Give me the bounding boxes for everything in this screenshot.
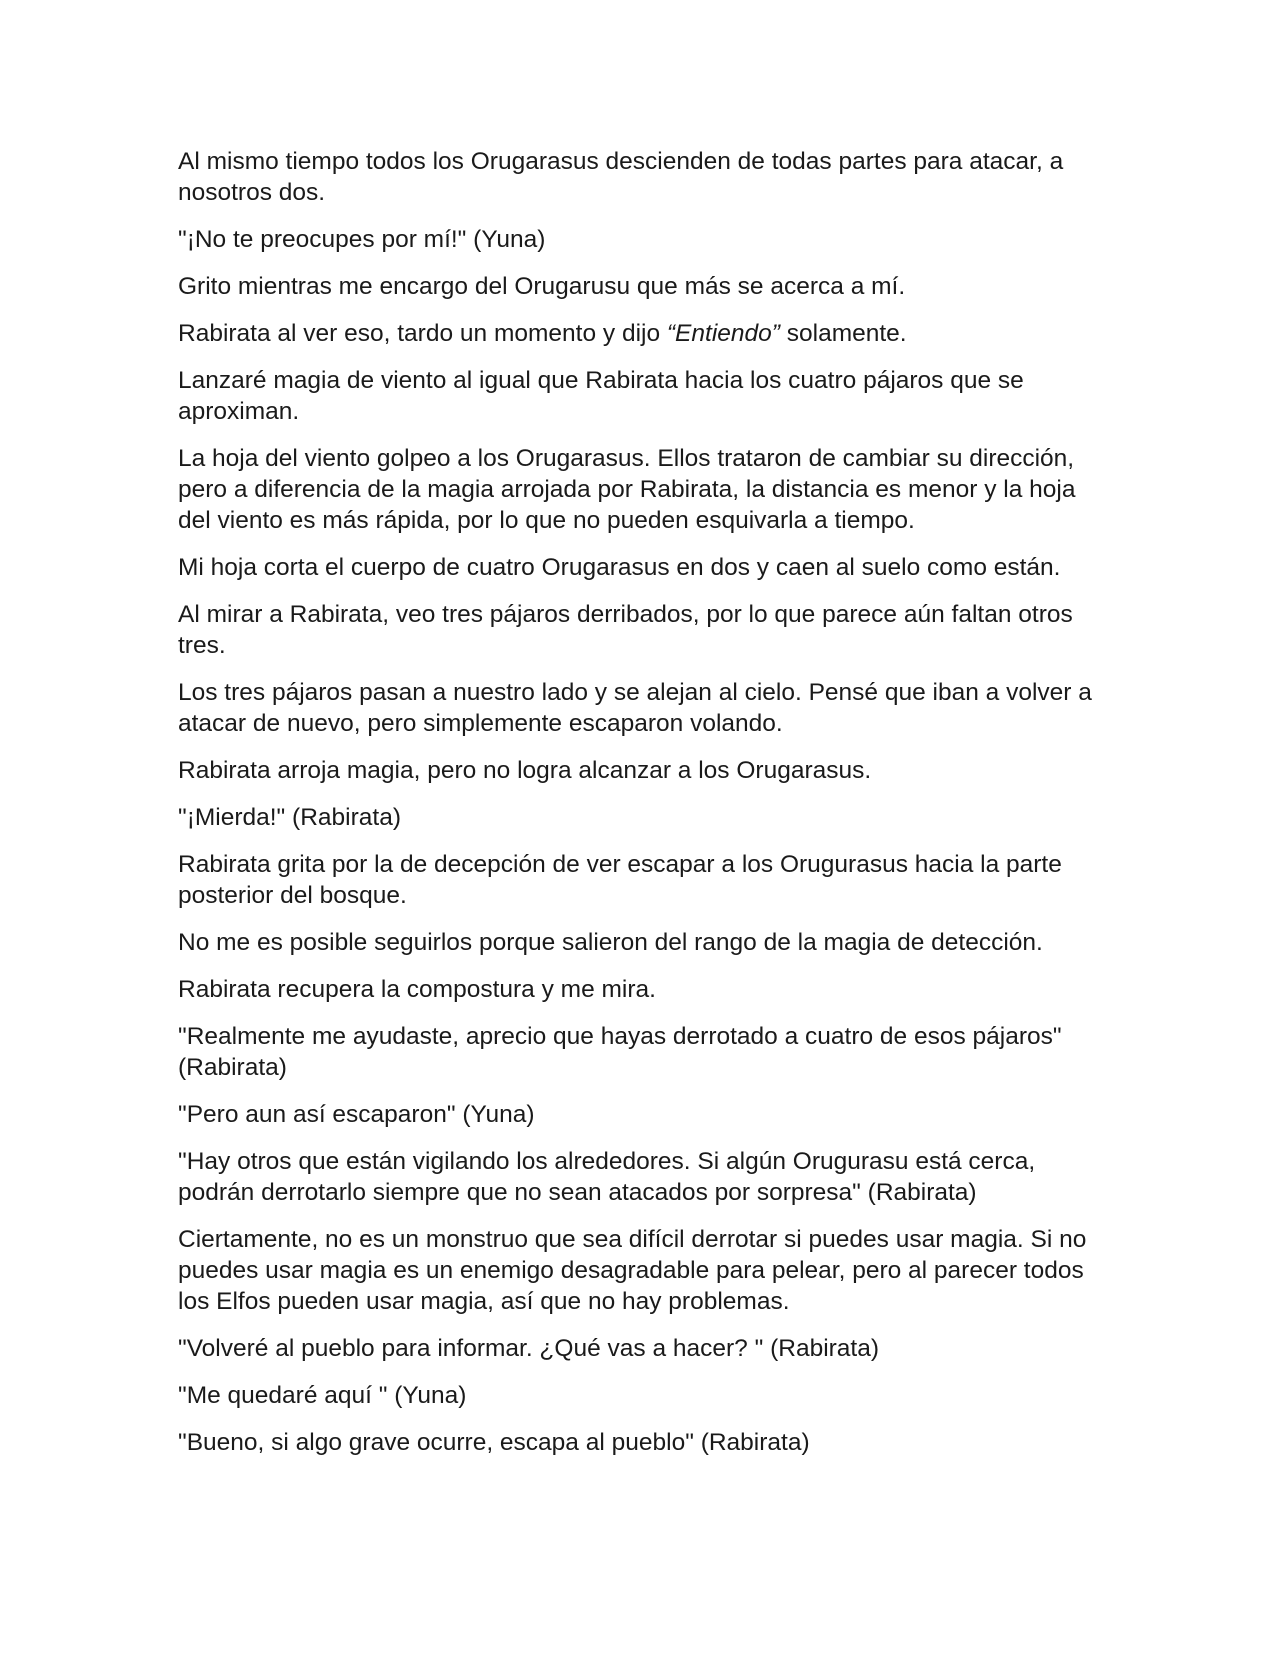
dialogue-line: "Volveré al pueblo para informar. ¿Qué vas a hacer? " (Rabirata): [178, 1335, 880, 1362]
paragraph: Rabirata recupera la compostura y me mira.: [178, 976, 656, 1003]
dialogue-line: "¡No te preocupes por mí!" (Yuna): [178, 226, 546, 253]
paragraph: Los tres pájaros pasan a nuestro lado y se alejan al cielo. Pensé que iban a volver a atacar de nuevo, pero simplemente escaparon volando.: [178, 679, 1092, 737]
paragraph: Lanzaré magia de viento al igual que Rabirata hacia los cuatro pájaros que se aproximan.: [178, 367, 1024, 425]
paragraph-text: Rabirata al ver eso, tardo un momento y dijo: [178, 320, 667, 347]
dialogue-line: "Bueno, si algo grave ocurre, escapa al pueblo" (Rabirata): [178, 1429, 810, 1456]
paragraph: Rabirata arroja magia, pero no logra alcanzar a los Orugarasus.: [178, 757, 872, 784]
paragraph: No me es posible seguirlos porque salieron del rango de la magia de detección.: [178, 929, 1043, 956]
paragraph: Ciertamente, no es un monstruo que sea difícil derrotar si puedes usar magia. Si no puedes usar magia es un enemigo desagradable para pelear, pero al parecer todos los Elfos pueden usar magia, así que no hay problemas.: [178, 1226, 1087, 1315]
paragraph: Mi hoja corta el cuerpo de cuatro Orugarasus en dos y caen al suelo como están.: [178, 554, 1061, 581]
dialogue-line: "Pero aun así escaparon" (Yuna): [178, 1101, 535, 1128]
paragraph-text: solamente.: [779, 320, 907, 347]
italic-quote: “Entiendo”: [666, 320, 780, 347]
paragraph: Grito mientras me encargo del Orugarusu que más se acerca a mí.: [178, 273, 906, 300]
document-body: [178, 146, 1098, 1474]
paragraph: Al mirar a Rabirata, veo tres pájaros derribados, por lo que parece aún faltan otros tres.: [178, 601, 1073, 659]
paragraph: Al mismo tiempo todos los Orugarasus descienden de todas partes para atacar, a nosotros dos.: [178, 148, 1064, 206]
dialogue-line: "Hay otros que están vigilando los alrededores. Si algún Orugurasu está cerca, podrán derrotarlo siempre que no sean atacados por sorpresa" (Rabirata): [178, 1148, 1036, 1206]
dialogue-line: "Me quedaré aquí " (Yuna): [178, 1382, 467, 1409]
paragraph: La hoja del viento golpeo a los Orugarasus. Ellos trataron de cambiar su dirección, pero a diferencia de la magia arrojada por Rabirata, la distancia es menor y la hoja del viento es más rápida, por lo que no pueden esquivarla a tiempo.: [178, 445, 1076, 534]
paragraph: [178, 318, 1098, 349]
paragraph: Rabirata grita por la de decepción de ver escapar a los Orugurasus hacia la parte posterior del bosque.: [178, 851, 1062, 909]
dialogue-line: "¡Mierda!" (Rabirata): [178, 804, 401, 831]
dialogue-line: "Realmente me ayudaste, aprecio que hayas derrotado a cuatro de esos pájaros" (Rabirata): [178, 1023, 1062, 1081]
